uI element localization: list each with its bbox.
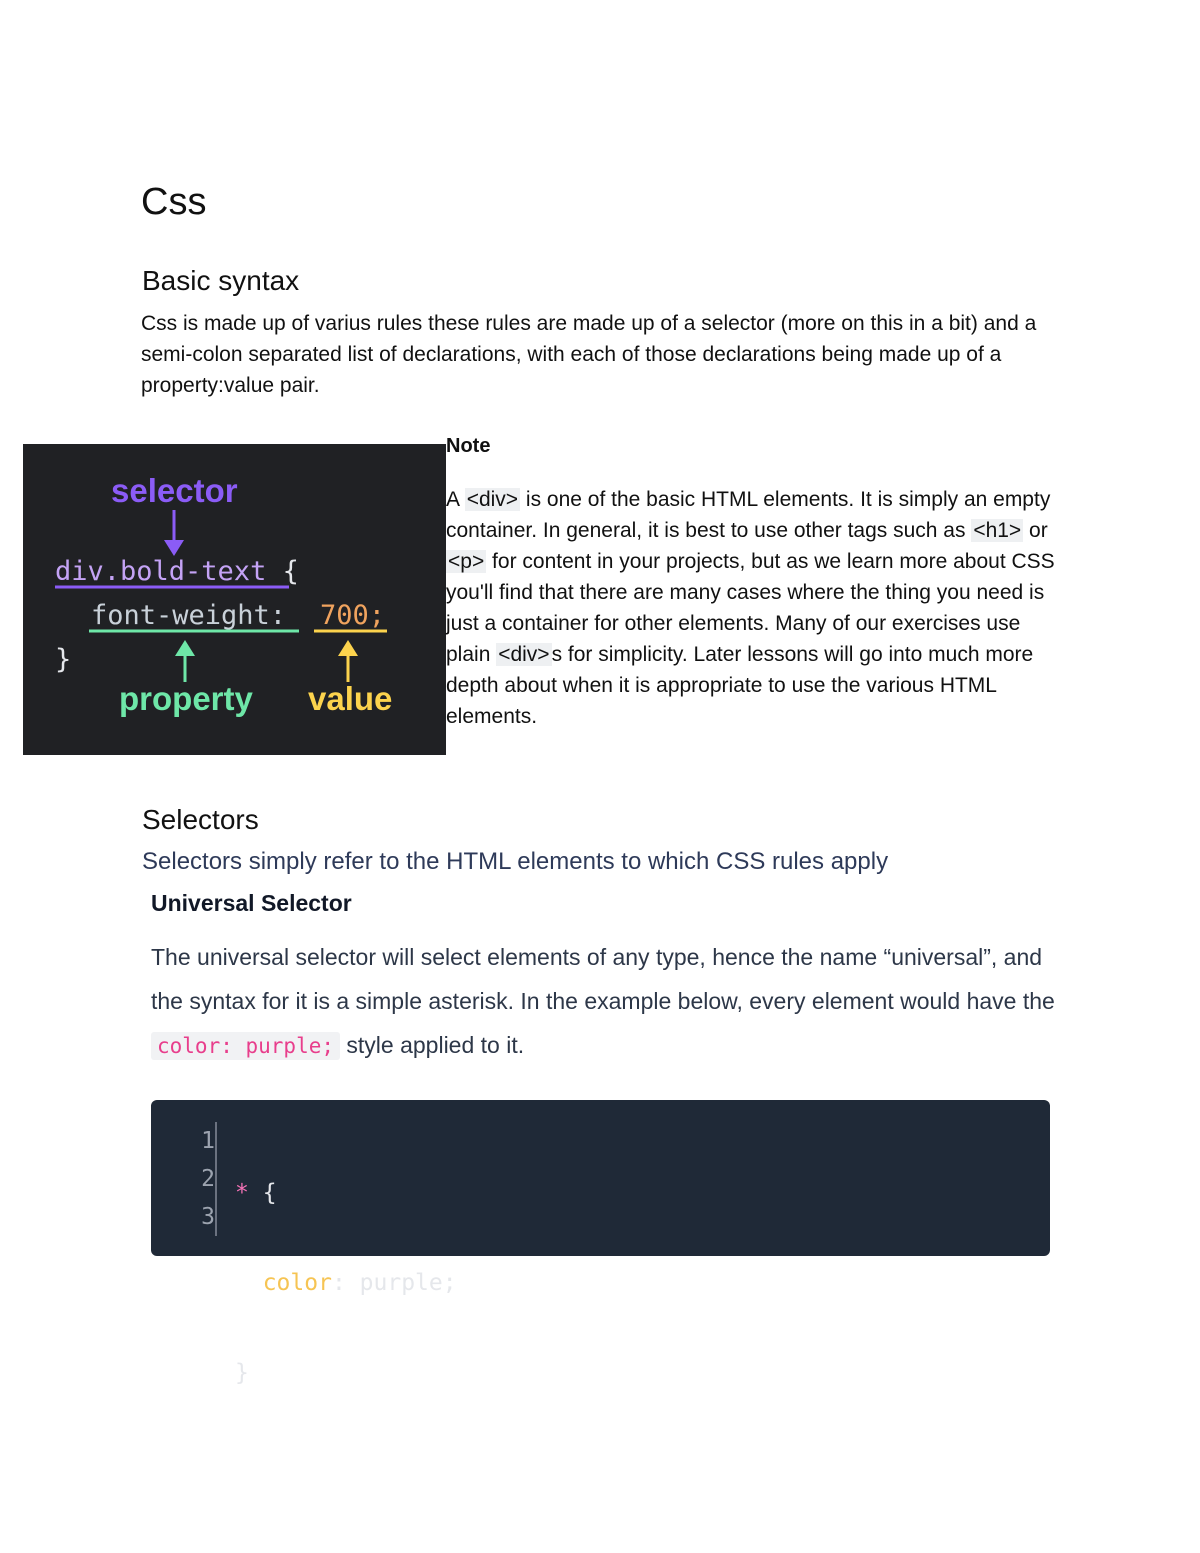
code-block	[151, 1100, 1050, 1386]
property-arrow-head	[175, 640, 195, 656]
universal-selector-title: Universal Selector	[151, 890, 352, 916]
line-number: 2	[201, 1166, 215, 1192]
inline-code-p: <p>	[448, 550, 485, 573]
page-title: Css	[141, 181, 207, 223]
basic-syntax-heading: Basic syntax	[142, 265, 300, 296]
note-text-part: is one of the basic HTML elements. It is simply an empty container. In general, it is best to use other tags such as	[446, 488, 1051, 542]
diagram-svg	[23, 444, 446, 755]
inline-code-h1: <h1>	[973, 519, 1022, 542]
css-syntax-diagram	[23, 444, 446, 755]
note-text-part: s for simplicity. Later lessons will go into much more depth about when it is appropriate to use the various HTML elements.	[446, 643, 1034, 728]
note-title: Note	[446, 435, 491, 457]
line-number-gutter	[151, 1122, 215, 1236]
gutter-divider	[215, 1122, 217, 1236]
diagram-value-label: value	[308, 680, 393, 717]
inline-code-div-2: <div>	[498, 643, 550, 666]
selectors-subheading: Selectors simply refer to the HTML elements to which CSS rules apply	[142, 848, 889, 875]
code-line-3	[235, 1354, 457, 1392]
diagram-code-line-2	[91, 600, 286, 631]
diagram-property-label: property	[119, 680, 253, 717]
diagram-selector-label: selector	[111, 472, 238, 509]
selector-arrow-head	[164, 540, 184, 556]
universal-star: *	[235, 1180, 249, 1206]
diagram-code-line-1	[55, 556, 299, 587]
inline-code-div: <div>	[466, 488, 519, 511]
value-arrow-head	[338, 640, 358, 656]
universal-selector-description	[151, 935, 1061, 1068]
note-text	[446, 484, 1066, 732]
code-line-2	[235, 1264, 457, 1302]
diagram-open-brace: {	[266, 556, 299, 587]
code-value: : purple;	[331, 1270, 457, 1296]
note-text-part: for content in your projects, but as we learn more about CSS you'll find that there are many cases where the thing you need is just a container for other elements. Many of our exercises use plain	[446, 550, 1055, 666]
code-indent	[235, 1270, 263, 1296]
note-text-part: A	[446, 488, 465, 511]
code-property: color	[262, 1270, 332, 1296]
diagram-value-code: 700;	[320, 600, 386, 631]
selectors-heading: Selectors	[142, 804, 259, 835]
diagram-property-code: font-weight:	[91, 600, 287, 631]
code-close-brace: }	[235, 1360, 249, 1386]
code-open-brace: {	[248, 1180, 277, 1206]
diagram-close-brace: }	[55, 644, 72, 675]
basic-syntax-paragraph: Css is made up of varius rules these rules are made up of a selector (more on this in a bit) and a semi-colon separated list of declarations, with each of those declarations being made up of a property:value pair.	[141, 312, 1037, 397]
note-text-part: or	[1023, 519, 1048, 542]
universal-desc-part: The universal selector will select elements of any type, hence the name “universal”, and the syntax for it is a simple asterisk. In the example below, every element would have the	[151, 944, 1055, 1014]
diagram-selector-code: div.bold-text	[55, 556, 267, 587]
inline-code-color-purple: color: purple;	[151, 1032, 340, 1060]
line-number: 1	[201, 1128, 215, 1154]
code-line-1	[235, 1174, 457, 1212]
line-number: 3	[201, 1204, 215, 1230]
note-block	[446, 431, 1066, 732]
universal-desc-part: style applied to it.	[340, 1032, 525, 1058]
code-lines	[235, 1122, 457, 1444]
